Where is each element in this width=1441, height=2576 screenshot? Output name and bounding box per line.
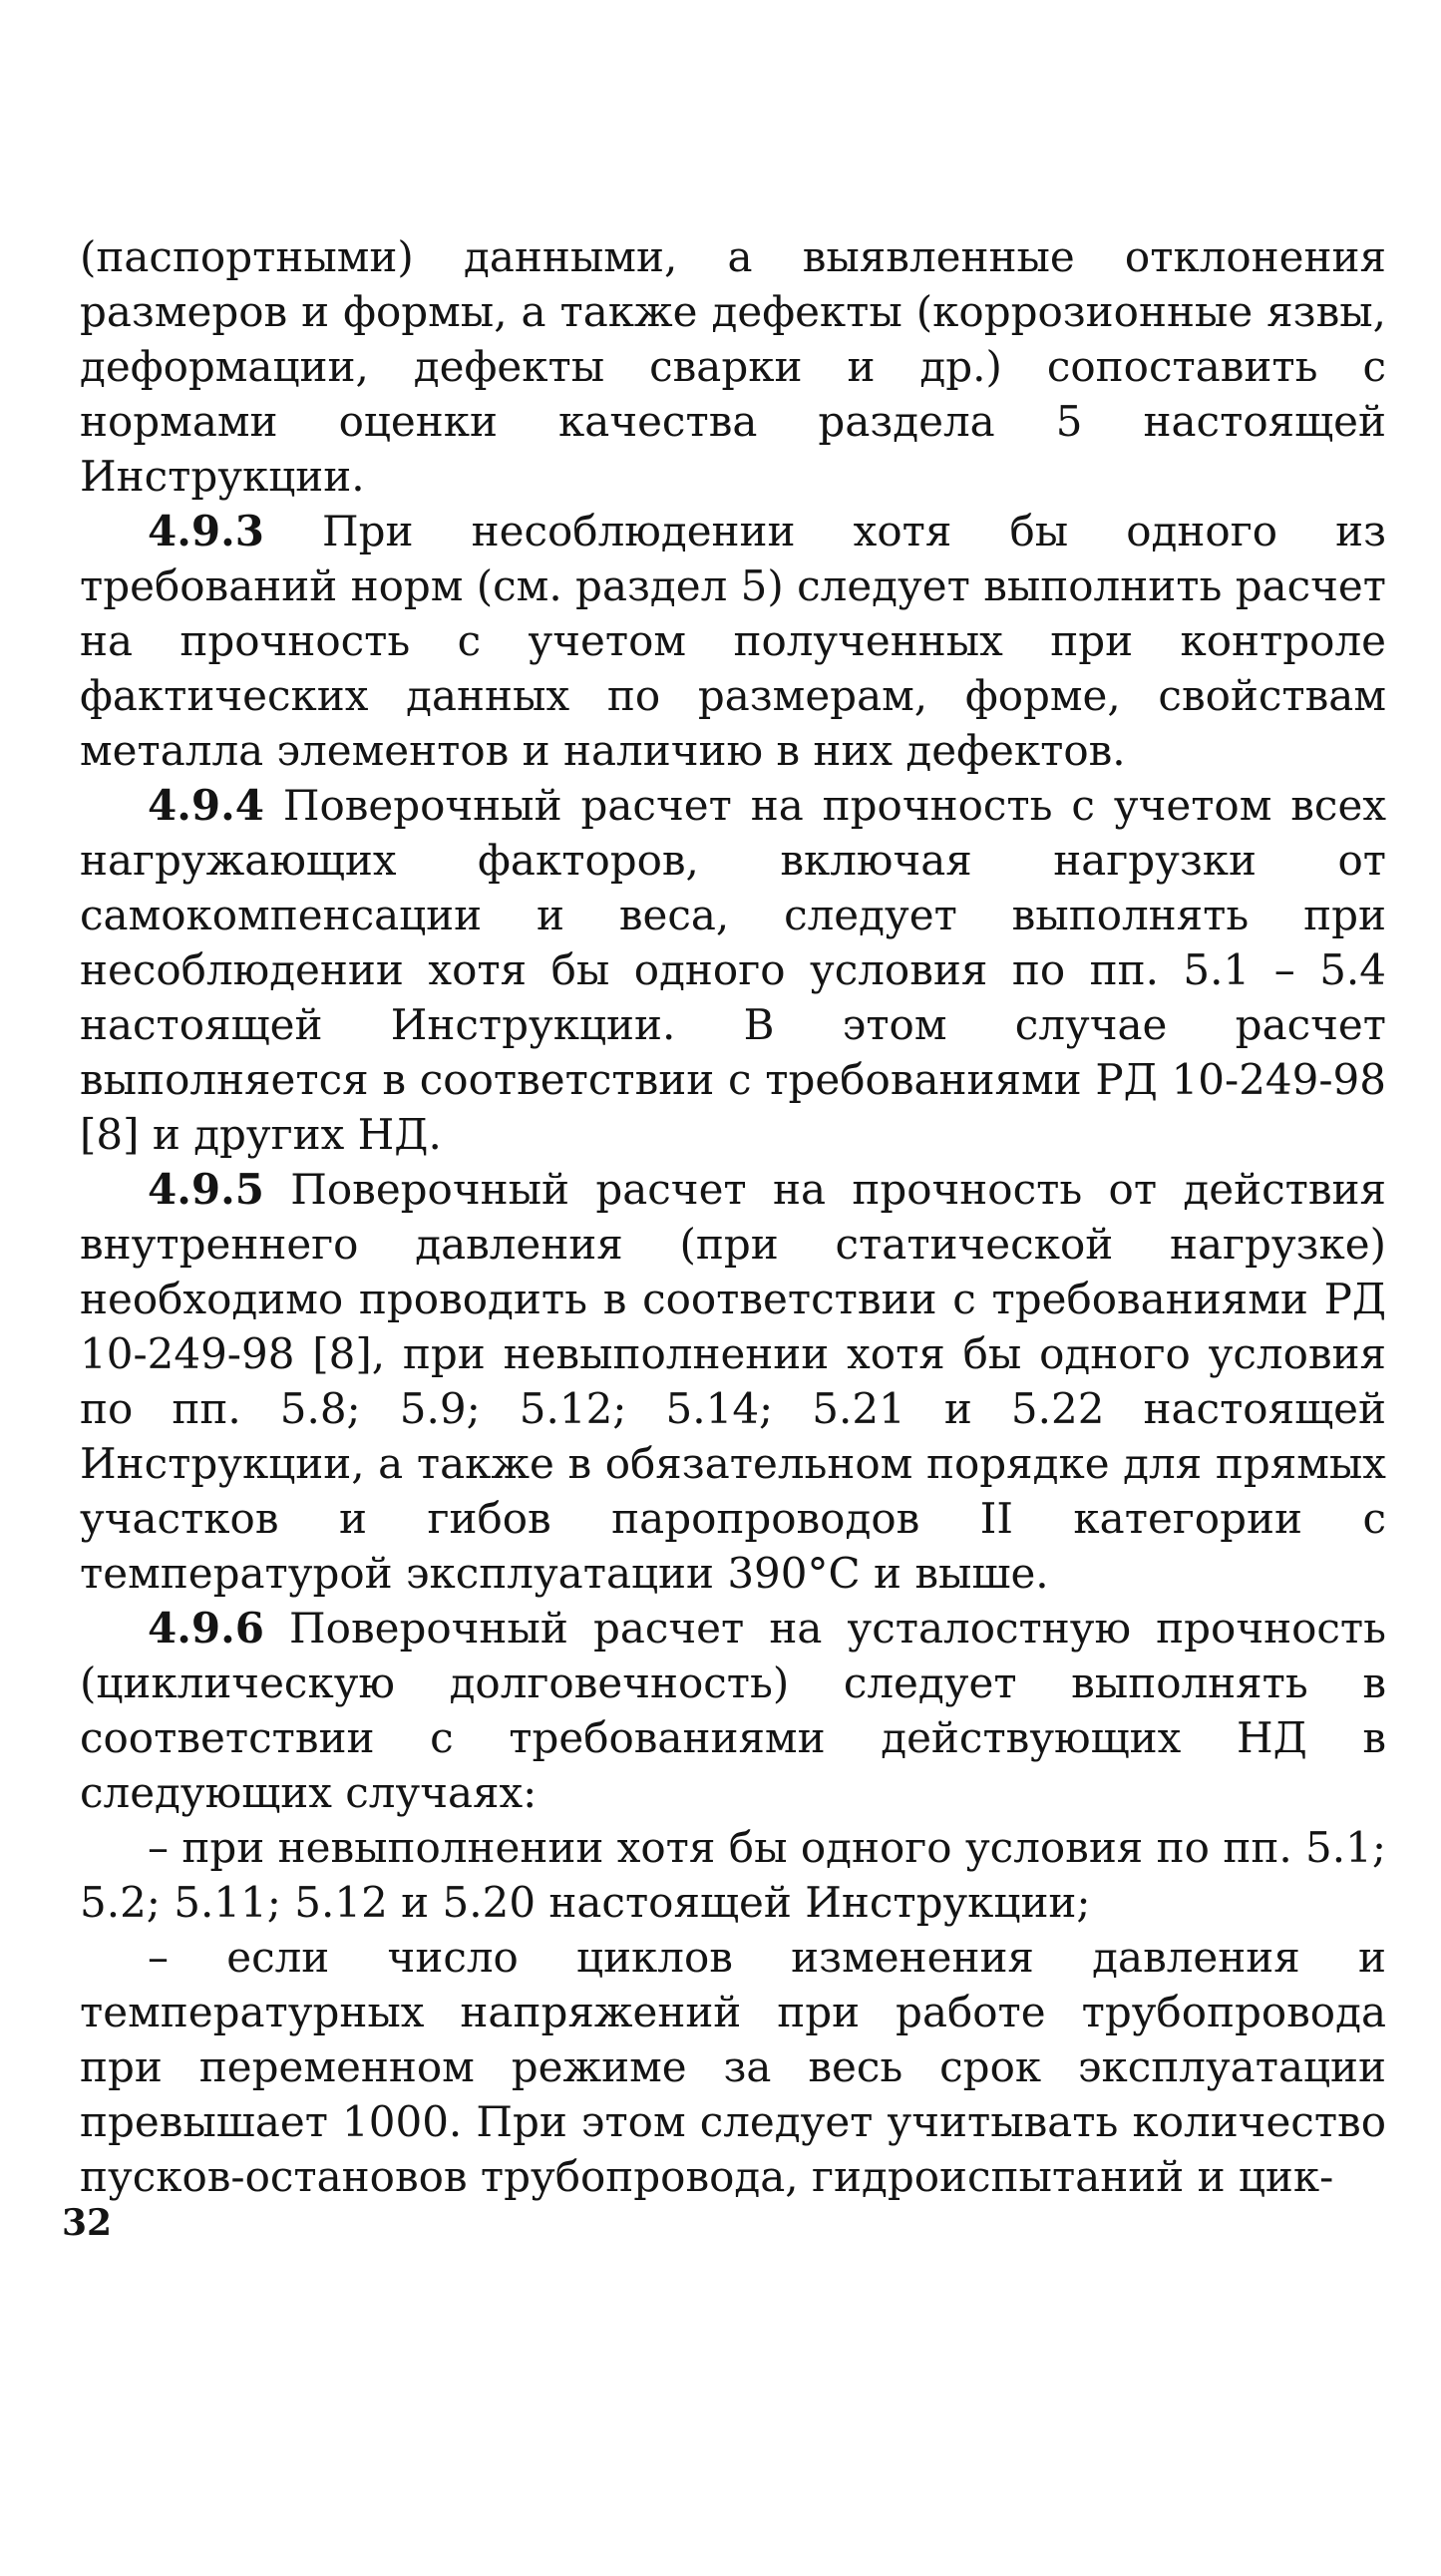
page-number: 32 [62, 2202, 113, 2244]
paragraph-text: – если число циклов изменения давления и температурных напряжений при работе трубопровода при переменном режиме за весь срок эксплуатации превышает 1000. При этом следует учитывать количество пусков-остановов трубопровода, гидроиспытаний и цик- [80, 1933, 1386, 2201]
list-item-dash [80, 1820, 1386, 1930]
paragraph-4-9-3 [80, 504, 1386, 778]
clause-number: 4.9.3 [148, 507, 264, 555]
paragraph-text: Поверочный расчет на прочность с учетом всех нагружающих факторов, включая нагрузки от самокомпенсации и веса, следует выполнять при несоблюдении хотя бы одного условия по пп. 5.1 – 5.4 настоящей Инструкции. В этом случае расчет выполняется в соответствии с требованиями РД 10-249-98 [8] и других НД. [80, 781, 1386, 1159]
paragraph-4-9-5 [80, 1162, 1386, 1601]
clause-number: 4.9.5 [148, 1165, 264, 1214]
paragraph-4-9-4 [80, 778, 1386, 1162]
paragraph-4-9-6 [80, 1601, 1386, 1820]
paragraph-text: – при невыполнении хотя бы одного условия по пп. 5.1; 5.2; 5.11; 5.12 и 5.20 настоящей Инструкции; [80, 1823, 1386, 1927]
paragraph-continuation [80, 229, 1386, 504]
clause-number: 4.9.4 [148, 781, 264, 830]
page-body [80, 229, 1386, 2204]
list-item-dash [80, 1930, 1386, 2204]
clause-number: 4.9.6 [148, 1604, 264, 1653]
paragraph-text: Поверочный расчет на прочность от действия внутреннего давления (при статической нагрузке) необходимо проводить в соответствии с требованиями РД 10-249-98 [8], при невыполнении хотя бы одного условия по пп. 5.8; 5.9; 5.12; 5.14; 5.21 и 5.22 настоящей Инструкции, а также в обязательном порядке для прямых участков и гибов паропроводов II категории с температурой эксплуатации 390°С и выше. [80, 1165, 1386, 1598]
paragraph-text: При несоблюдении хотя бы одного из требований норм (см. раздел 5) следует выполнить расчет на прочность с учетом полученных при контроле фактических данных по размерам, форме, свойствам металла элементов и наличию в них дефектов. [80, 507, 1386, 775]
paragraph-text: (паспортными) данными, а выявленные отклонения размеров и формы, а также дефекты (коррозионные язвы, деформации, дефекты сварки и др.) сопоставить с нормами оценки качества раздела 5 настоящей Инструкции. [80, 232, 1386, 501]
paragraph-text: Поверочный расчет на усталостную прочность (циклическую долговечность) следует выполнять в соответствии с требованиями действующих НД в следующих случаях: [80, 1604, 1386, 1817]
